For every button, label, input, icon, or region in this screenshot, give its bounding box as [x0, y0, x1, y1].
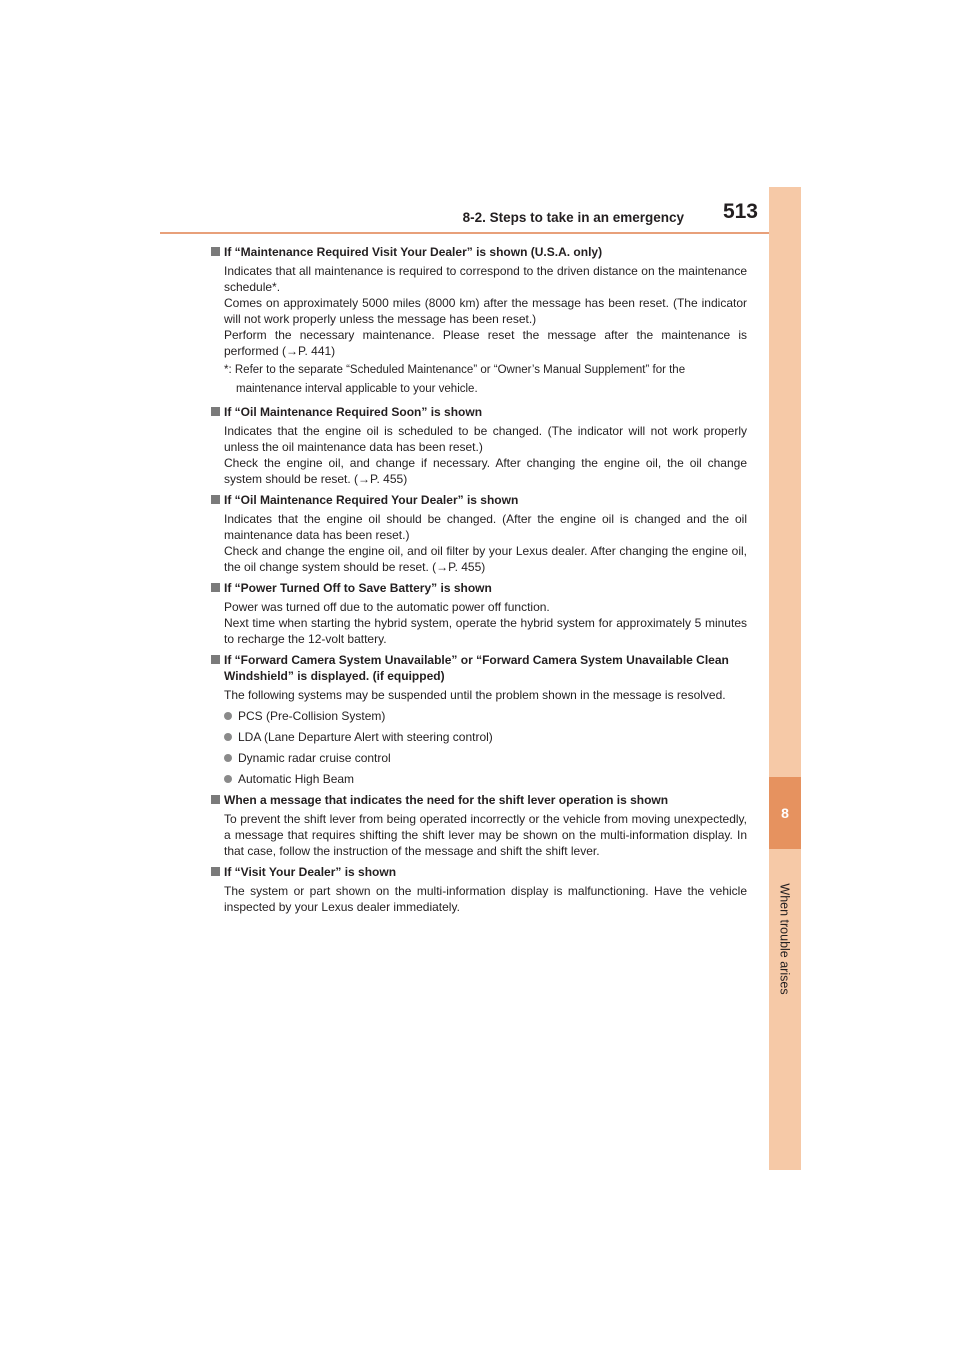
- body-text: Indicates that the engine oil is scheduled to be changed. (The indicator will not work properly unless the oil maintenance data has been reset.): [224, 424, 747, 454]
- chapter-title: When trouble arises: [778, 883, 793, 995]
- section-body: [209, 599, 747, 647]
- section-heading: If “Forward Camera System Unavailable” or “Forward Camera System Unavailable Clean Windshield” is displayed. (if equipped): [209, 652, 747, 684]
- list-item: Automatic High Beam: [224, 771, 747, 787]
- section-body: [209, 687, 747, 787]
- section-heading: If “Maintenance Required Visit Your Dealer” is shown (U.S.A. only): [209, 244, 747, 260]
- body-text: To prevent the shift lever from being operated incorrectly or the vehicle from moving unexpectedly, a message that requires shifting the shift lever may be shown on the multi-information display. In that case, follow the instruction of the message and shift the shift lever.: [224, 812, 747, 858]
- body-text-with-page-reference: Check and change the engine oil, and oil filter by your Lexus dealer. After changing the engine oil, the oil change system should be reset. (→P. 455): [224, 544, 747, 574]
- body-text: Indicates that the engine oil should be changed. (After the engine oil is changed and the oil maintenance data has been reset.): [224, 512, 747, 542]
- section-title: 8-2. Steps to take in an emergency: [462, 210, 684, 225]
- body-text: The system or part shown on the multi-information display is malfunctioning. Have the vehicle inspected by your Lexus dealer immediately.: [224, 884, 747, 914]
- section-heading: If “Visit Your Dealer” is shown: [209, 864, 747, 880]
- list-item: LDA (Lane Departure Alert with steering control): [224, 729, 747, 745]
- section-shift-lever-message: [209, 792, 747, 859]
- round-bullet-icon: [224, 733, 232, 741]
- body-text: Next time when starting the hybrid system, operate the hybrid system for approximately 5 minutes to recharge the 12-volt battery.: [224, 616, 747, 646]
- section-heading: When a message that indicates the need for the shift lever operation is shown: [209, 792, 747, 808]
- section-oil-maintenance-soon: [209, 404, 747, 487]
- section-power-turned-off: [209, 580, 747, 647]
- section-body: [209, 811, 747, 859]
- square-bullet-icon: [211, 655, 220, 664]
- section-forward-camera-unavailable: [209, 652, 747, 787]
- body-text-with-page-reference: Check the engine oil, and change if necessary. After changing the engine oil, the oil change system should be reset. (→P. 455): [224, 456, 747, 486]
- round-bullet-icon: [224, 775, 232, 783]
- body-text: Comes on approximately 5000 miles (8000 km) after the message has been reset. (The indicator will not work properly unless the message has been reset.): [224, 296, 747, 326]
- chapter-side-tab: [769, 187, 801, 1170]
- list-item: PCS (Pre-Collision System): [224, 708, 747, 724]
- page-number: 513: [722, 200, 758, 223]
- section-body: [209, 883, 747, 915]
- section-body: [209, 511, 747, 575]
- round-bullet-icon: [224, 754, 232, 762]
- chapter-number: 8: [769, 777, 801, 849]
- section-heading: If “Oil Maintenance Required Your Dealer” is shown: [209, 492, 747, 508]
- section-heading: If “Power Turned Off to Save Battery” is shown: [209, 580, 747, 596]
- body-text: The following systems may be suspended until the problem shown in the message is resolved.: [224, 688, 726, 702]
- square-bullet-icon: [211, 583, 220, 592]
- page-header: [160, 200, 800, 234]
- round-bullet-icon: [224, 712, 232, 720]
- body-text: Power was turned off due to the automatic power off function.: [224, 600, 550, 614]
- section-body: [209, 263, 747, 399]
- section-oil-maintenance-dealer: [209, 492, 747, 575]
- section-visit-your-dealer: [209, 864, 747, 915]
- section-body: [209, 423, 747, 487]
- body-text: Indicates that all maintenance is required to correspond to the driven distance on the maintenance schedule*.: [224, 264, 747, 294]
- section-maintenance-required: [209, 244, 747, 399]
- page-content: [209, 244, 747, 920]
- list-item: Dynamic radar cruise control: [224, 750, 747, 766]
- square-bullet-icon: [211, 407, 220, 416]
- square-bullet-icon: [211, 795, 220, 804]
- square-bullet-icon: [211, 495, 220, 504]
- square-bullet-icon: [211, 247, 220, 256]
- square-bullet-icon: [211, 867, 220, 876]
- chapter-label: [769, 859, 801, 1019]
- body-text-with-page-reference: Perform the necessary maintenance. Please reset the message after the maintenance is performed (→P. 441): [224, 328, 747, 358]
- section-heading: If “Oil Maintenance Required Soon” is shown: [209, 404, 747, 420]
- footnote: *: Refer to the separate “Scheduled Maintenance” or “Owner’s Manual Supplement” for the maintenance interval applicable to your vehicle.: [224, 364, 686, 395]
